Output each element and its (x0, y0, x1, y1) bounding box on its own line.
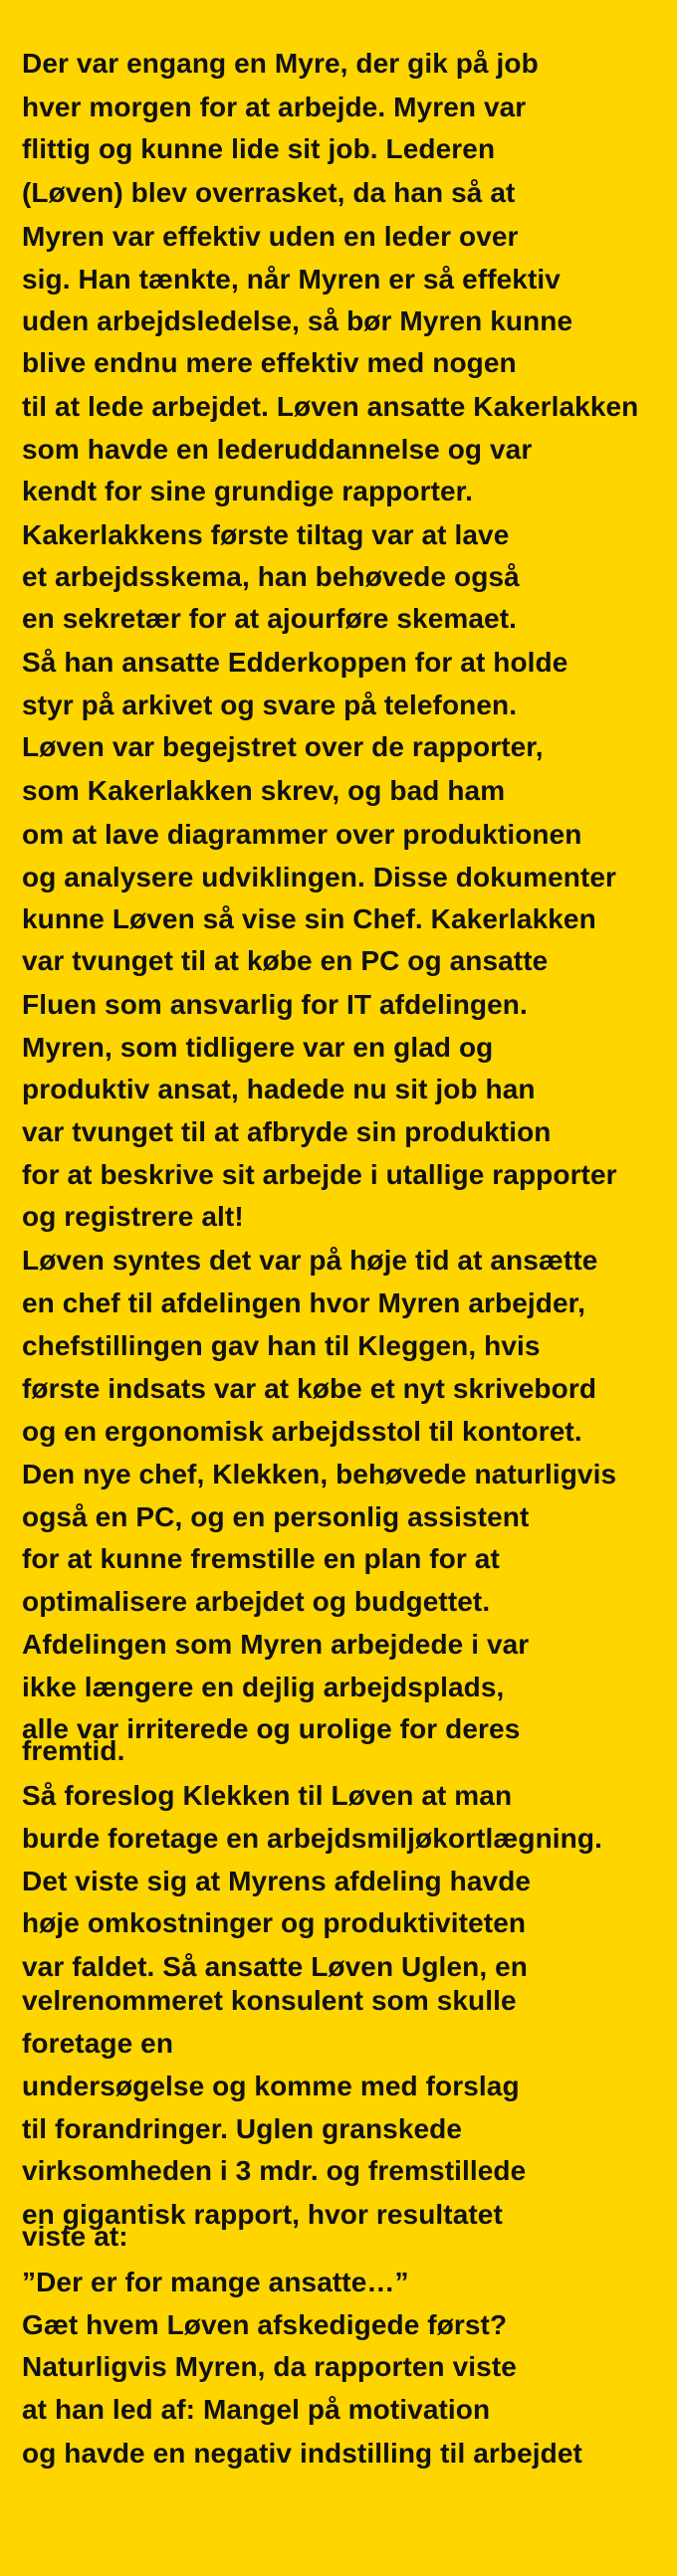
story-line: Afdelingen som Myren arbejdede i var (22, 1629, 530, 1660)
story-line: Der var engang en Myre, der gik på job (22, 48, 539, 79)
story-line: ikke længere en dejlig arbejdsplads, (22, 1672, 505, 1702)
story-line: hver morgen for at arbejde. Myren var (22, 92, 527, 122)
story-line: velrenommeret konsulent som skulle (22, 1985, 517, 2016)
story-line: var faldet. Så ansatte Løven Uglen, en (22, 1951, 528, 1982)
story-line: Naturligvis Myren, da rapporten viste (22, 2351, 517, 2382)
story-line: var tvunget til at afbryde sin produktion (22, 1116, 552, 1147)
story-line: for at beskrive sit arbejde i utallige rapporter (22, 1159, 617, 1190)
story-line: alle var irriterede og urolige for deres (22, 1713, 521, 1744)
story-line: en chef til afdelingen hvor Myren arbejder, (22, 1288, 585, 1318)
story-line: uden arbejdsledelse, så bør Myren kunne (22, 305, 573, 336)
story-line: Kakerlakkens første tiltag var at lave (22, 519, 510, 550)
story-line: foretage en (22, 2028, 174, 2059)
story-line: en sekretær for at ajourføre skemaet. (22, 603, 518, 634)
story-line: produktiv ansat, hadede nu sit job han (22, 1074, 536, 1104)
story-line: Myren, som tidligere var en glad og (22, 1032, 494, 1063)
story-line: flittig og kunne lide sit job. Lederen (22, 133, 496, 164)
story-line: og analysere udviklingen. Disse dokumenter (22, 862, 617, 892)
story-line: som Kakerlakken skrev, og bad ham (22, 775, 506, 806)
story-line: ”Der er for mange ansatte…” (22, 2267, 409, 2297)
story-line: optimalisere arbejdet og budgettet. (22, 1586, 491, 1617)
story-line: viste at: (22, 2221, 128, 2252)
story-line: et arbejdsskema, han behøvede også (22, 561, 520, 592)
story-line: at han led af: Mangel på motivation (22, 2394, 491, 2425)
story-line: Så han ansatte Edderkoppen for at holde (22, 647, 568, 678)
story-line: blive endnu mere effektiv med nogen (22, 347, 517, 378)
story-line: Løven syntes det var på høje tid at ansætte (22, 1245, 598, 1276)
story-line: Gæt hvem Løven afskedigede først? (22, 2309, 508, 2340)
story-line: Fluen som ansvarlig for IT afdelingen. (22, 989, 528, 1020)
story-line: undersøgelse og komme med forslag (22, 2071, 520, 2101)
story-line: Den nye chef, Klekken, behøvede naturligvis (22, 1459, 617, 1489)
story-line: til at lede arbejdet. Løven ansatte Kakerlakken (22, 391, 639, 422)
story-line: var tvunget til at købe en PC og ansatte (22, 945, 549, 976)
story-line: kendt for sine grundige rapporter. (22, 476, 474, 506)
story-line: fremtid. (22, 1735, 125, 1766)
story-line: en gigantisk rapport, hvor resultatet (22, 2199, 503, 2230)
story-line: også en PC, og en personlig assistent (22, 1501, 530, 1532)
story-line: om at lave diagrammer over produktionen (22, 819, 582, 850)
story-line: (Løven) blev overrasket, da han så at (22, 177, 516, 208)
story-line: Løven var begejstret over de rapporter, (22, 731, 544, 762)
story-line: høje omkostninger og produktiviteten (22, 1907, 527, 1938)
story-line: sig. Han tænkte, når Myren er så effektiv (22, 264, 561, 295)
story-line: og registrere alt! (22, 1201, 244, 1232)
story-line: første indsats var at købe et nyt skrivebord (22, 1373, 597, 1404)
story-line: til forandringer. Uglen granskede (22, 2113, 463, 2144)
story-line: burde foretage en arbejdsmiljøkortlægning. (22, 1823, 602, 1854)
story-line: styr på arkivet og svare på telefonen. (22, 690, 518, 720)
story-line: og en ergonomisk arbejdsstol til kontoret. (22, 1416, 582, 1447)
story-line: som havde en lederuddannelse og var (22, 434, 533, 465)
story-line: og havde en negativ indstilling til arbejdet (22, 2438, 582, 2469)
story-line: Så foreslog Klekken til Løven at man (22, 1780, 513, 1811)
story-line: kunne Løven så vise sin Chef. Kakerlakken (22, 903, 596, 934)
story-line: Myren var effektiv uden en leder over (22, 221, 519, 252)
story-line: Det viste sig at Myrens afdeling havde (22, 1866, 532, 1896)
story-line: virksomheden i 3 mdr. og fremstillede (22, 2155, 527, 2186)
story-line: chefstillingen gav han til Kleggen, hvis (22, 1330, 541, 1361)
story-line: for at kunne fremstille en plan for at (22, 1543, 500, 1574)
